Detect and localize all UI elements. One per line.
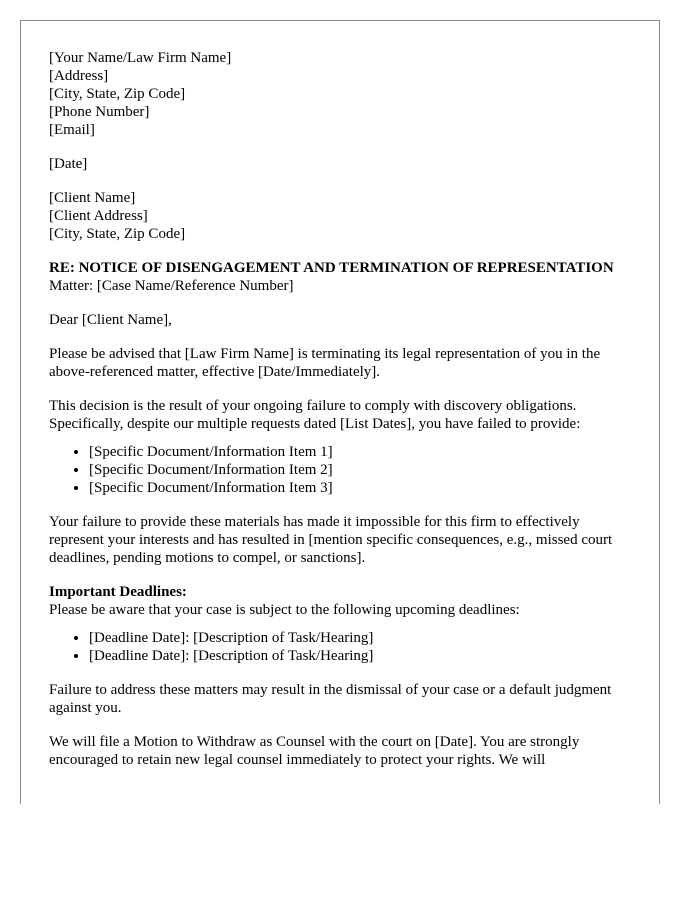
date-line: [Date] [49,156,88,172]
deadlines-list [49,629,629,665]
recipient-address: [Client Address] [49,208,148,224]
recipient-city-state-zip: [City, State, Zip Code] [49,226,186,242]
paragraph-consequences: Your failure to provide these materials has made it impossible for this firm to effectively represent your interests and has resulted in [mention specific consequences, e.g., missed court deadlines, pending motions to compel, or sanctions]. [49,514,613,566]
sender-address: [Address] [49,68,109,84]
letter-page [20,20,660,804]
recipient-name: [Client Name] [49,190,136,206]
deadlines-intro: Please be aware that your case is subject to the following upcoming deadlines: [49,602,520,618]
paragraph-dismissal-warning: Failure to address these matters may result in the dismissal of your case or a default judgment against you. [49,682,612,716]
deadlines-heading: Important Deadlines: [49,584,187,600]
paragraph-termination: Please be advised that [Law Firm Name] is terminating its legal representation of you in the above-referenced matter, effective [Date/Immediately]. [49,346,601,380]
re-line: RE: NOTICE OF DISENGAGEMENT AND TERMINATION OF REPRESENTATION [49,260,614,276]
salutation: Dear [Client Name], [49,312,172,328]
list-item: • [Specific Document/Information Item 3] [89,479,629,497]
list-item: • [Specific Document/Information Item 2] [89,461,629,479]
letter-content [49,49,629,785]
sender-email: [Email] [49,122,95,138]
sender-block [49,49,629,139]
sender-name: [Your Name/Law Firm Name] [49,50,232,66]
sender-city-state-zip: [City, State, Zip Code] [49,86,186,102]
paragraph-withdrawal: We will file a Motion to Withdraw as Counsel with the court on [Date]. You are strongly encouraged to retain new legal counsel immediately to protect your rights. We will [49,734,580,768]
matter-line: Matter: [Case Name/Reference Number] [49,278,294,294]
missing-items-list [49,443,629,497]
list-item: • [Deadline Date]: [Description of Task/Hearing] [89,629,629,647]
deadlines-section [49,583,629,619]
subject-block [49,259,629,295]
sender-phone: [Phone Number] [49,104,150,120]
paragraph-discovery-failure: This decision is the result of your ongoing failure to comply with discovery obligations. Specifically, despite our multiple requests dated [List Dates], you have failed to provide: [49,398,581,432]
recipient-block [49,189,629,243]
list-item: • [Specific Document/Information Item 1] [89,443,629,461]
list-item: • [Deadline Date]: [Description of Task/Hearing] [89,647,629,665]
